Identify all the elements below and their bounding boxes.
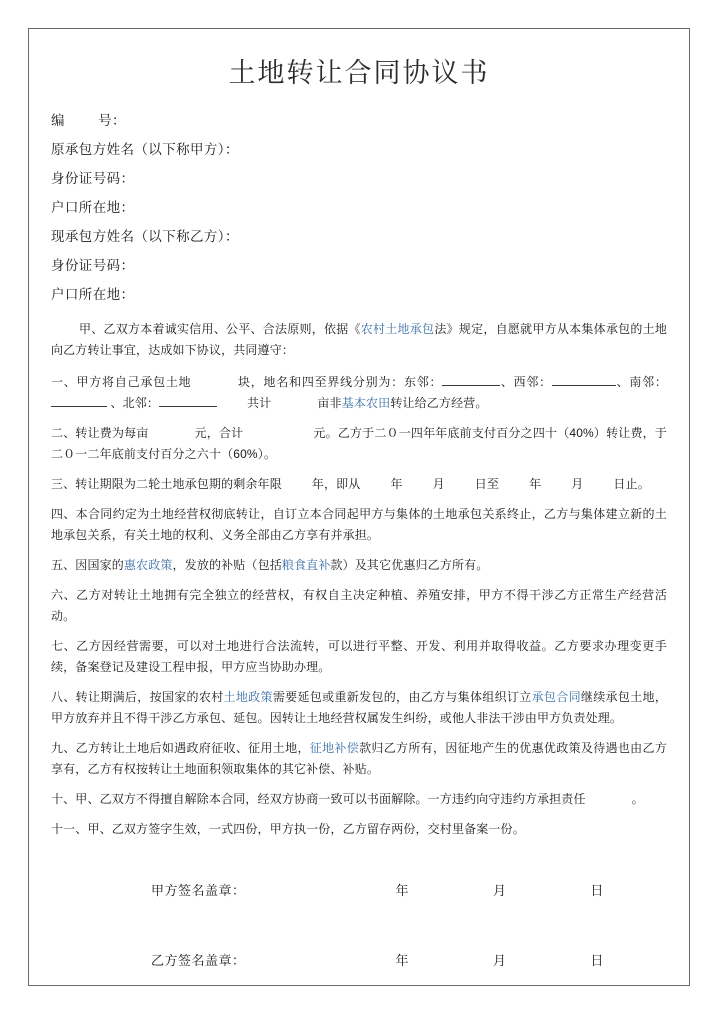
page-title: 土地转让合同协议书 xyxy=(228,58,490,88)
link-clause-8-3[interactable]: 承包合同 xyxy=(531,690,581,704)
clause-text: 年，即从 xyxy=(311,477,361,491)
contract-body xyxy=(51,319,667,840)
header-field-7: 户口所在地： xyxy=(51,287,135,302)
link-clause-8-1[interactable]: 土地政策 xyxy=(223,690,273,704)
clause-text: 年 xyxy=(529,477,542,491)
clause-text: 、北邻： xyxy=(107,396,160,410)
clause-text: 元，合计 xyxy=(194,426,244,440)
clause-text: 五、因国家的 xyxy=(51,558,124,572)
clause-2 xyxy=(51,423,667,465)
clause-10 xyxy=(51,789,667,810)
intro-text-before: 甲、乙双方本着诚实信用、公平、合法原则，依据《 xyxy=(79,322,361,336)
clause-text: 二、转让费为每亩 xyxy=(51,426,149,440)
signature-date[interactable]: 年 月 日 xyxy=(395,953,618,968)
clause-1 xyxy=(51,372,667,414)
clause-text: 三、转让期限为二轮土地承包期的剩余年限 xyxy=(51,477,282,491)
signature-area xyxy=(51,880,667,972)
clause-text: 十、甲、乙双方不得擅自解除本合同，经双方协商一致可以书面解除。一方违约向守违约方承担责任 xyxy=(51,792,586,806)
clause-text: 九、乙方转让土地后如遇政府征收、征用土地， xyxy=(51,741,310,755)
link-nongcun-tudi-chengbao[interactable]: 农村土地承包 xyxy=(360,322,435,336)
clause-4 xyxy=(51,504,667,546)
header-fields xyxy=(51,106,667,309)
clause-text: 日至 xyxy=(474,477,500,491)
clause-list xyxy=(51,372,667,840)
fill-blank[interactable] xyxy=(51,394,107,407)
clause-text: 年 xyxy=(390,477,403,491)
clause-text: 日止。 xyxy=(613,477,650,491)
link-clause-5-1[interactable]: 惠农政策 xyxy=(123,558,173,572)
header-field-4: 户口所在地： xyxy=(51,200,135,215)
clause-8 xyxy=(51,687,667,729)
signature-row-2 xyxy=(51,950,667,972)
clause-text: 款）及其它优惠归乙方所有。 xyxy=(330,558,489,572)
clause-text: 元。乙方于二０一四年年底前支付百分之四十（40%）转让费，于二０一二年底前支付百分之六十（60%）。 xyxy=(51,426,667,461)
clause-text: 月 xyxy=(432,477,445,491)
link-clause-1-14[interactable]: 基本农田 xyxy=(341,396,391,410)
link-clause-5-3[interactable]: 粮食直补 xyxy=(281,558,331,572)
document-content xyxy=(29,29,689,985)
clause-text: 亩非 xyxy=(317,396,342,410)
fill-blank[interactable] xyxy=(442,373,500,386)
clause-text: 。 xyxy=(631,792,644,806)
clause-text: 七、乙方因经营需要，可以对土地进行合法流转，可以进行平整、开发、利用并取得收益。乙方要求办理变更手续，备案登记及建设工程申报，甲方应当协助办理。 xyxy=(51,639,667,674)
clause-text: 共计 xyxy=(247,396,272,410)
document-page-border xyxy=(28,28,690,986)
signature-date[interactable]: 年 月 日 xyxy=(395,883,618,898)
clause-6 xyxy=(51,585,667,627)
clause-text: 继续承包土地，甲方放弃并且不得干涉乙方承包、延包。因转让土地经营权属发生纠纷，或他人非法干涉由甲方负责处理。 xyxy=(51,690,667,725)
header-field-2: 原承包方姓名（以下称甲方）： xyxy=(51,142,239,157)
fill-blank[interactable] xyxy=(552,373,616,386)
clause-text: 八、转让期满后，按国家的农村 xyxy=(51,690,224,704)
clause-text: 、南邻： xyxy=(615,375,667,389)
signature-label: 乙方签名盖章： xyxy=(151,953,246,968)
clause-text: 十一、甲、乙双方签字生效，一式四份，甲方执一份，乙方留存两份，交村里备案一份。 xyxy=(51,822,525,836)
header-field-3: 身份证号码： xyxy=(51,171,135,186)
header-field-6: 身份证号码： xyxy=(51,258,135,273)
clause-text: 一、甲方将自己承包土地 xyxy=(51,375,192,389)
signature-label: 甲方签名盖章： xyxy=(151,883,246,898)
clause-text: ，发放的补贴（包括 xyxy=(172,558,282,572)
clause-text: 转让给乙方经营。 xyxy=(390,396,488,410)
clause-text: 四、本合同约定为土地经营权彻底转让，自订立本合同起甲方与集体的土地承包关系终止，乙方与集体建立新的土地承包关系，有关土地的权利、义务全部由乙方享有并承担。 xyxy=(51,507,667,542)
clause-text: 需要延包或重新发包的，由乙方与集体组织订立 xyxy=(272,690,532,704)
link-clause-9-1[interactable]: 征地补偿 xyxy=(309,741,360,755)
clause-text: 月 xyxy=(571,477,584,491)
signature-row-1 xyxy=(51,880,667,902)
intro-paragraph xyxy=(51,319,667,361)
clause-5 xyxy=(51,555,667,576)
clause-7 xyxy=(51,636,667,678)
clause-text: 六、乙方对转让土地拥有完全独立的经营权，有权自主决定种植、养殖安排，甲方不得干涉乙方正常生产经营活动。 xyxy=(51,588,667,623)
clause-text: 块，地名和四至界线分别为：东邻： xyxy=(237,375,443,389)
intro-text-after: 法》规定，自愿就甲方从本集体承包的土地向乙方转让事宜，达成如下协议，共同遵守： xyxy=(51,322,667,357)
fill-blank[interactable] xyxy=(159,394,217,407)
clause-text: 、西邻： xyxy=(500,375,552,389)
clause-text: 款归乙方所有，因征地产生的优惠优政策及待遇也由乙方享有，乙方有权按转让土地面积领取集体的其它补偿、补贴。 xyxy=(51,741,667,776)
header-field-5: 现承包方姓名（以下称乙方）： xyxy=(51,229,239,244)
header-field-1: 编 号： xyxy=(51,113,126,128)
clause-3 xyxy=(51,474,667,495)
clause-11 xyxy=(51,819,667,840)
clause-9 xyxy=(51,738,667,780)
